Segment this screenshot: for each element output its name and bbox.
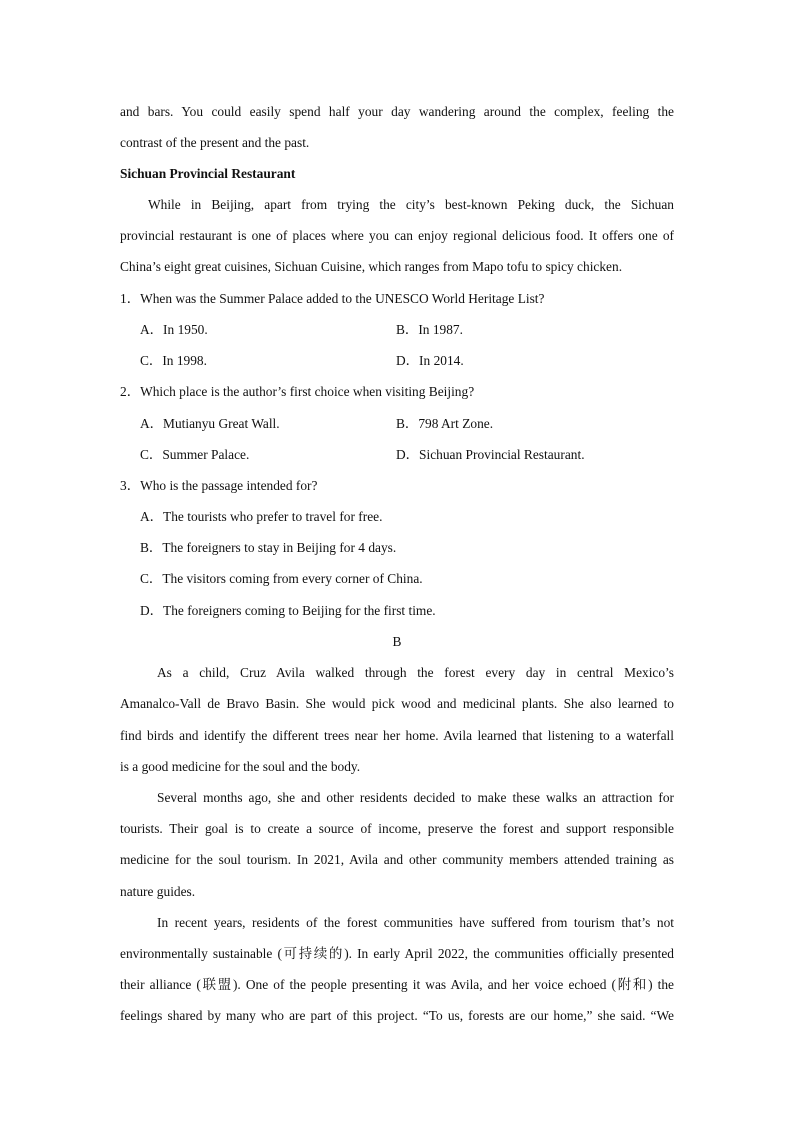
passage-b-p3-line-1: In recent years, residents of the forest communities have suffered from tourism that’s not bbox=[157, 915, 674, 930]
passage-b-p1-line-2: Amanalco-Vall de Bravo Basin. She would pick wood and medicinal plants. She also learned to bbox=[120, 696, 674, 711]
question-2-option-c: C．Summer Palace. bbox=[140, 447, 250, 462]
intro-line-1: and bars. You could easily spend half your day wandering around the complex, feeling the bbox=[120, 104, 674, 119]
part-label: B bbox=[392, 634, 402, 649]
section-line-3: China’s eight great cuisines, Sichuan Cuisine, which ranges from Mapo tofu to spicy chicken. bbox=[120, 259, 623, 274]
section-line-2: provincial restaurant is one of places where you can enjoy regional delicious food. It offers one of bbox=[120, 228, 674, 243]
question-2-option-b: B．798 Art Zone. bbox=[396, 416, 494, 431]
passage-b-p1-line-3: find birds and identify the different trees near her home. Avila learned that listening to a waterfall bbox=[120, 728, 674, 743]
passage-b-p2-line-4: nature guides. bbox=[120, 884, 196, 899]
passage-b-p3-line-2: environmentally sustainable (可持续的). In early April 2022, the communities officially presented bbox=[120, 946, 674, 961]
question-1-option-a: A．In 1950. bbox=[140, 322, 208, 337]
section-heading: Sichuan Provincial Restaurant bbox=[120, 166, 296, 181]
question-3-option-d: D．The foreigners coming to Beijing for the first time. bbox=[140, 603, 436, 618]
passage-b-p3-line-4: feelings shared by many who are part of this project. “To us, forests are our home,” she said. “We bbox=[120, 1008, 674, 1023]
question-2-option-a: A．Mutianyu Great Wall. bbox=[140, 416, 280, 431]
question-2-stem: 2．Which place is the author’s first choice when visiting Beijing? bbox=[120, 384, 475, 399]
question-1-option-b: B．In 1987. bbox=[396, 322, 463, 337]
passage-b-p2-line-3: medicine for the soul tourism. In 2021, Avila and other community members attended training as bbox=[120, 852, 674, 867]
passage-b-p2-line-1: Several months ago, she and other residents decided to make these walks an attraction for bbox=[157, 790, 674, 805]
question-1-option-c: C．In 1998. bbox=[140, 353, 207, 368]
question-3-option-a: A．The tourists who prefer to travel for free. bbox=[140, 509, 383, 524]
question-1-stem: 1．When was the Summer Palace added to the UNESCO World Heritage List? bbox=[120, 291, 545, 306]
passage-b-p3-line-3: their alliance (联盟). One of the people presenting it was Avila, and her voice echoed (附和) the bbox=[120, 977, 674, 992]
intro-line-2: contrast of the present and the past. bbox=[120, 135, 310, 150]
question-1-option-d: D．In 2014. bbox=[396, 353, 464, 368]
question-2-option-d: D．Sichuan Provincial Restaurant. bbox=[396, 447, 585, 462]
passage-b-p2-line-2: tourists. Their goal is to create a source of income, preserve the forest and support responsible bbox=[120, 821, 674, 836]
question-3-stem: 3．Who is the passage intended for? bbox=[120, 478, 318, 493]
question-3-option-c: C．The visitors coming from every corner of China. bbox=[140, 571, 423, 586]
question-3-option-b: B．The foreigners to stay in Beijing for 4 days. bbox=[140, 540, 397, 555]
passage-b-p1-line-1: As a child, Cruz Avila walked through the forest every day in central Mexico’s bbox=[157, 665, 674, 680]
passage-b-p1-line-4: is a good medicine for the soul and the body. bbox=[120, 759, 361, 774]
section-line-1: While in Beijing, apart from trying the city’s best-known Peking duck, the Sichuan bbox=[148, 197, 674, 212]
